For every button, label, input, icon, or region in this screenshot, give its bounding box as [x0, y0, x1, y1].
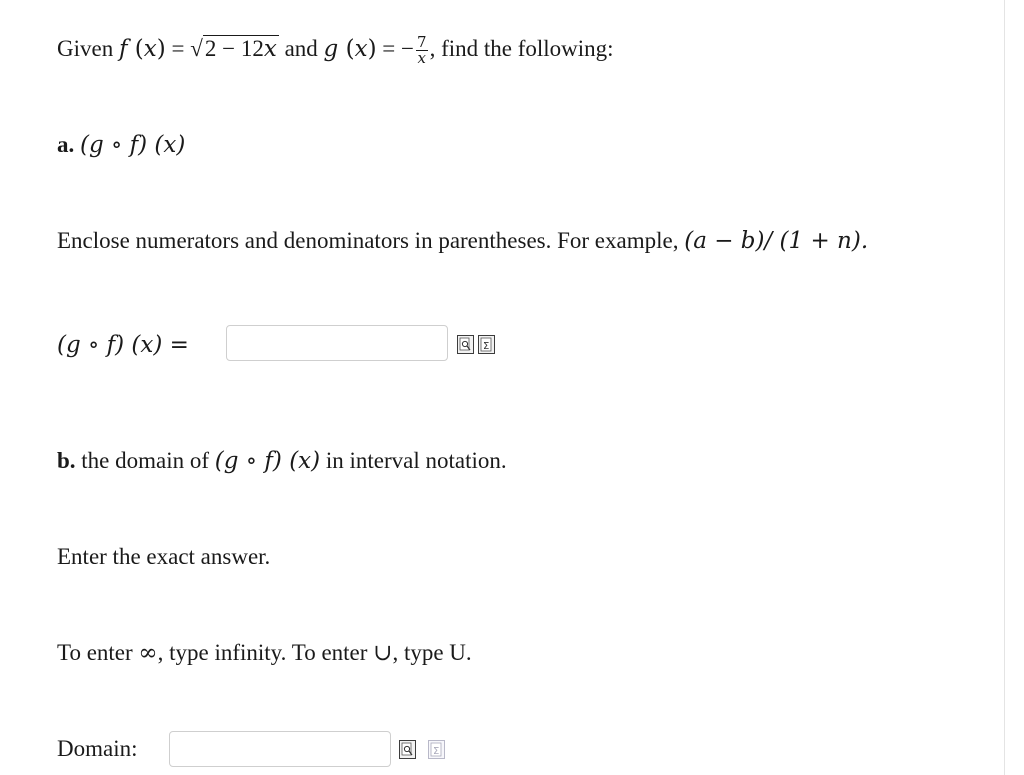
- equals-sign: =: [171, 36, 185, 61]
- equals-sign-2: =: [382, 36, 396, 61]
- infinity-text-3: , type U.: [392, 640, 472, 665]
- composite-function-answer-input[interactable]: [226, 325, 448, 361]
- hint-a-example: (a − b)/ (1 + n).: [684, 228, 869, 254]
- domain-equation-editor-icon: [428, 740, 445, 759]
- exact-answer-instruction: [57, 542, 270, 572]
- problem-statement: [57, 34, 614, 66]
- part-b-text-before: the domain of: [75, 448, 215, 473]
- part-a-expression: (g ∘ f) (x): [80, 132, 186, 158]
- part-b-text-after: in interval notation.: [320, 448, 507, 473]
- union-symbol: ∪: [373, 640, 393, 666]
- domain-label: Domain:: [57, 736, 138, 761]
- part-b-label: b.: [57, 448, 76, 473]
- find-following-text: , find the following:: [429, 36, 614, 61]
- g-of-x: g (x): [323, 36, 377, 62]
- part-a-heading: [57, 130, 185, 160]
- hint-a: [57, 226, 868, 256]
- given-word: Given: [57, 36, 114, 61]
- domain-answer-input[interactable]: [169, 731, 391, 767]
- infinity-instruction: [57, 638, 472, 668]
- sqrt-expression: √2 − 12x: [190, 36, 277, 62]
- part-a-label: a.: [57, 132, 75, 157]
- infinity-symbol: ∞: [138, 640, 158, 666]
- infinity-text-1: To enter: [57, 640, 139, 665]
- hint-a-text: Enclose numerators and denominators in parentheses. For example,: [57, 228, 685, 253]
- and-word: and: [284, 36, 318, 61]
- part-b-heading: [57, 446, 507, 476]
- composite-equals-label: (g ∘ f) (x) =: [57, 332, 189, 358]
- minus-sign: −: [401, 36, 415, 61]
- equation-editor-icon[interactable]: [478, 335, 495, 354]
- exact-answer-text: Enter the exact answer.: [57, 544, 271, 569]
- seven-over-x-fraction: $\frac{7}{x}$: [417, 33, 427, 68]
- preview-icon[interactable]: [457, 335, 474, 354]
- domain-label-row: [57, 734, 138, 764]
- svg-text:Σ: Σ: [433, 746, 440, 757]
- domain-preview-icon[interactable]: [399, 740, 416, 759]
- infinity-text-2: , type infinity. To enter: [157, 640, 374, 665]
- svg-text:Σ: Σ: [483, 341, 490, 352]
- answer-a-label: [57, 330, 189, 360]
- f-of-x: f (x): [118, 36, 166, 62]
- part-b-expression: (g ∘ f) (x): [214, 448, 321, 474]
